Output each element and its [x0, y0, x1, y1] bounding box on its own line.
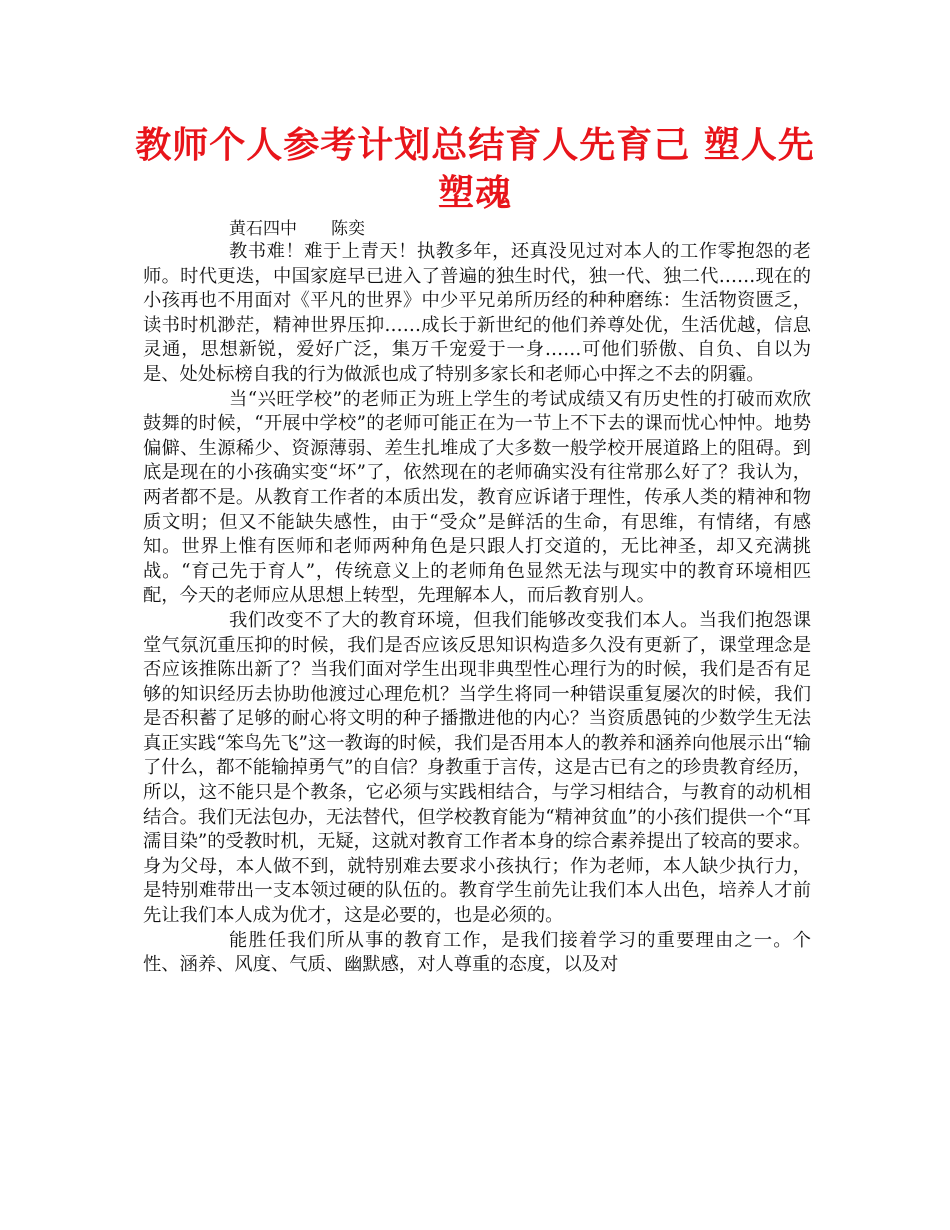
document-body: [143, 240, 811, 978]
paragraph: 我们改变不了大的教育环境，但我们能够改变我们本人。当我们抱怨课堂气氛沉重压抑的时候，我们是否应该反思知识构造多久没有更新了，课堂理念是否应该推陈出新了？当我们面对学生出现非典型性心理行为的时候，我们是否有足够的知识经历去协助他渡过心理危机？当学生将同一种错误重复屡次的时候，我们是否积蓄了足够的耐心将文明的种子播撒进他的内心？当资质愚钝的少数学生无法真正实践“笨鸟先飞”这一教诲的时候，我们是否用本人的教养和涵养向他展示出“输了什么，都不能输掉勇气”的自信？身教重于言传，这是古已有之的珍贵教育经历，所以，这不能只是个教条，它必须与实践相结合，与学习相结合，与教育的动机相结合。我们无法包办，无法替代，但学校教育能为“精神贫血”的小孩们提供一个“耳濡目染”的受教时机，无疑，这就对教育工作者本身的综合素养提出了较高的要求。身为父母，本人做不到，就特别难去要求小孩执行；作为老师，本人缺少执行力，是特别难带出一支本领过硬的队伍的。教育学生前先让我们本人出色，培养人才前先让我们本人成为优才，这是必要的，也是必须的。: [143, 609, 811, 927]
author-byline: 黄石四中 陈奕: [229, 219, 365, 239]
paragraph: 当“兴旺学校”的老师正为班上学生的考试成绩又有历史性的打破而欢欣鼓舞的时候，“开展中学校”的老师可能正在为一节上不下去的课而忧心忡忡。地势偏僻、生源稀少、资源薄弱、差生扎堆成了大多数一般学校开展道路上的阻碍。到底是现在的小孩确实变“坏”了，依然现在的老师确实没有往常那么好了？我认为，两者都不是。从教育工作者的本质出发，教育应诉诸于理性，传承人类的精神和物质文明；但又不能缺失感性，由于“受众”是鲜活的生命，有思维，有情绪，有感知。世界上惟有医师和老师两种角色是只跟人打交道的，无比神圣，却又充满挑战。“育己先于育人”，传统意义上的老师角色显然无法与现实中的教育环境相匹配，今天的老师应从思想上转型，先理解本人，而后教育别人。: [143, 388, 811, 607]
paragraph: 教书难！难于上青天！执教多年，还真没见过对本人的工作零抱怨的老师。时代更迭，中国家庭早已进入了普遍的独生时代，独一代、独二代……现在的小孩再也不用面对《平凡的世界》中少平兄弟所历经的种种磨练：生活物资匮乏，读书时机渺茫，精神世界压抑……成长于新世纪的他们养尊处优，生活优越，信息灵通，思想新锐，爱好广泛，集万千宠爱于一身……可他们骄傲、自负、自以为是、处处标榜自我的行为做派也成了特别多家长和老师心中挥之不去的阴霾。: [143, 241, 811, 385]
document-title: 教师个人参考计划总结育人先育己 塑人先塑魂: [135, 125, 815, 214]
paragraph: 能胜任我们所从事的教育工作，是我们接着学习的重要理由之一。个性、涵养、风度、气质、幽默感，对人尊重的态度，以及对: [143, 929, 811, 976]
